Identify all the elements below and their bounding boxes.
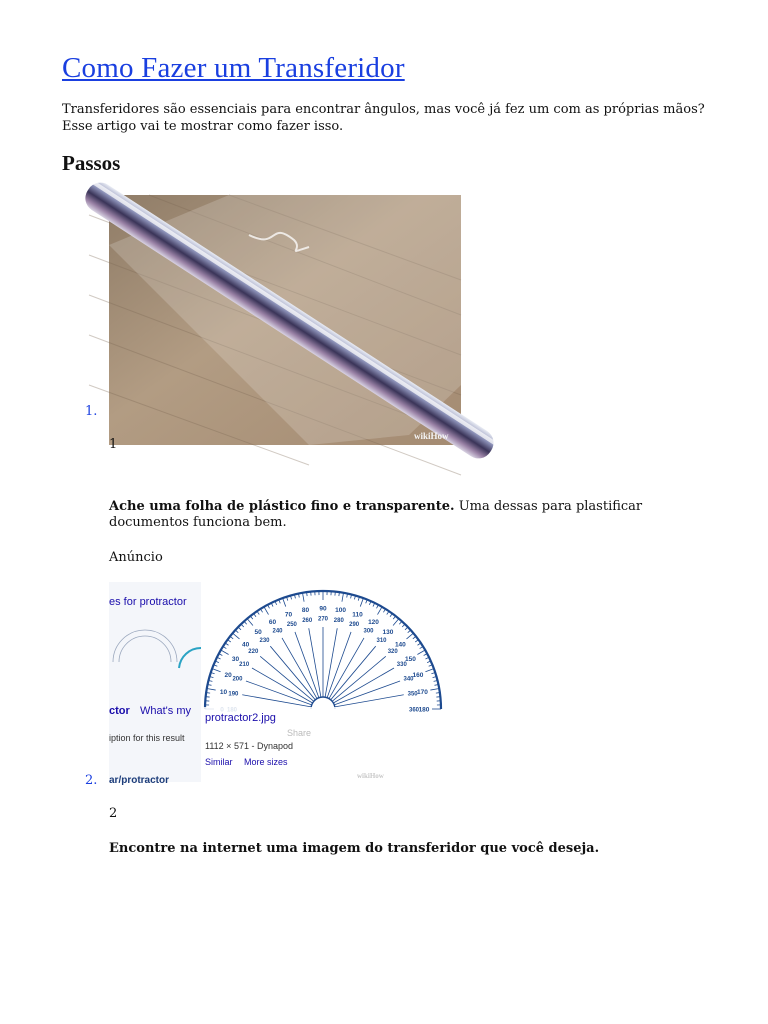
- protractor-outer-label: 110: [352, 611, 363, 619]
- protractor-tick: [405, 627, 408, 630]
- protractor-tick: [406, 633, 413, 639]
- step-2-image: [109, 582, 430, 786]
- step-1-description: Uma dessas para plastificar documentos funciona bem.: [109, 499, 643, 530]
- protractor-tick: [417, 650, 425, 655]
- step-1-number: 1: [109, 437, 118, 452]
- protractor-inner-label: 270: [317, 616, 329, 623]
- protractor-inner-label: 190: [228, 691, 239, 698]
- protractor-outer-label: 70: [284, 611, 293, 619]
- protractor-outer-label: 130: [382, 629, 394, 637]
- protractor-outer-label: 10: [219, 688, 228, 696]
- protractor-tick: [399, 621, 402, 624]
- protractor-outer-label: 170: [417, 688, 428, 696]
- plastic-sheet-photo: [109, 195, 461, 445]
- step-1-bold-text: Ache uma folha de plástico fino e transparente.: [109, 499, 455, 514]
- protractor-tick: [413, 636, 416, 638]
- ad-label: Anúncio: [109, 550, 163, 565]
- protractor-tick: [307, 592, 308, 596]
- protractor-tick: [408, 630, 411, 633]
- protractor-outer-label: 50: [254, 629, 262, 637]
- protractor-inner-label: 350: [407, 691, 418, 698]
- protractor-outer-label: 60: [268, 619, 277, 627]
- url-fragment: ar/protractor: [109, 775, 170, 786]
- file-name-link: protractor2.jpg: [205, 712, 276, 724]
- protractor-inner-label: 210: [239, 662, 250, 668]
- protractor-tick: [206, 693, 210, 694]
- similar-link: Similar: [205, 757, 233, 767]
- protractor-inner-label: 250: [286, 621, 297, 628]
- protractor-inner-label: 280: [333, 617, 344, 624]
- protractor-tick: [339, 592, 340, 596]
- protractor-inner-label: 340: [403, 676, 414, 683]
- protractor-tick: [430, 689, 439, 691]
- protractor-outer-label: 160: [412, 671, 424, 679]
- protractor-outer-label: 80: [301, 607, 310, 615]
- protractor-tick: [415, 640, 418, 642]
- protractor-outer-label: 180: [418, 706, 430, 714]
- protractor-tick: [425, 669, 433, 672]
- step-2-number: 2: [109, 806, 118, 821]
- protractor-inner-label: 240: [272, 628, 283, 635]
- result-link-rest: What's my: [140, 705, 191, 717]
- section-heading-steps: Passos: [62, 151, 121, 175]
- protractor-outer-label: 90: [319, 605, 327, 613]
- result-description: iption for this result: [109, 733, 185, 743]
- step-1-text: [109, 499, 689, 531]
- protractor-outer-label: 20: [224, 671, 232, 679]
- search-header-text: es for protractor: [109, 596, 187, 608]
- protractor-inner-label: 320: [387, 649, 398, 656]
- protractor-inner-label: 360: [408, 707, 420, 714]
- step-2-list-marker[interactable]: 2.: [85, 773, 98, 788]
- step-1-list-marker[interactable]: 1.: [85, 404, 98, 419]
- protractor-inner-label: 330: [396, 662, 407, 668]
- wikihow-watermark-2: wikiHow: [357, 772, 384, 780]
- protractor-inner-label: 220: [248, 649, 259, 656]
- protractor-inner-label: 300: [363, 628, 374, 635]
- protractor-inner-label: 230: [259, 637, 270, 644]
- protractor-outer-label: 30: [231, 656, 240, 663]
- protractor-tick: [402, 624, 405, 627]
- step-1-image: [109, 195, 461, 445]
- step-2-text: [109, 841, 689, 857]
- article-title[interactable]: Como Fazer um Transferidor: [62, 52, 405, 84]
- image-dimensions: 1112 × 571 - Dynapod: [205, 741, 293, 751]
- protractor-outer-label: 150: [405, 656, 416, 663]
- protractor-outer-label: 40: [242, 641, 250, 649]
- protractor-outer-label: 100: [335, 607, 346, 615]
- protractor-outer-label: 140: [394, 641, 406, 649]
- protractor-inner-label: 290: [349, 621, 360, 628]
- share-text: Share: [287, 728, 312, 738]
- more-sizes-link: More sizes: [244, 757, 288, 767]
- protractor-search-screenshot: [109, 582, 430, 782]
- protractor-inner-label: 310: [376, 637, 387, 644]
- article-intro: Transferidores são essenciais para encontrar ângulos, mas você já fez um com as próprias mãos? Esse artigo vai te mostrar como fazer isso.: [62, 102, 705, 134]
- protractor-outer-label: 120: [368, 619, 379, 627]
- protractor-inner-label: 200: [232, 676, 243, 683]
- protractor-inner-label: 260: [302, 617, 313, 624]
- protractor-tick: [436, 693, 440, 694]
- result-link: ctor: [109, 705, 130, 717]
- wikihow-watermark: wikiHow: [414, 431, 449, 441]
- step-2-bold-text: Encontre na internet uma imagem do transferidor que você deseja.: [109, 841, 600, 856]
